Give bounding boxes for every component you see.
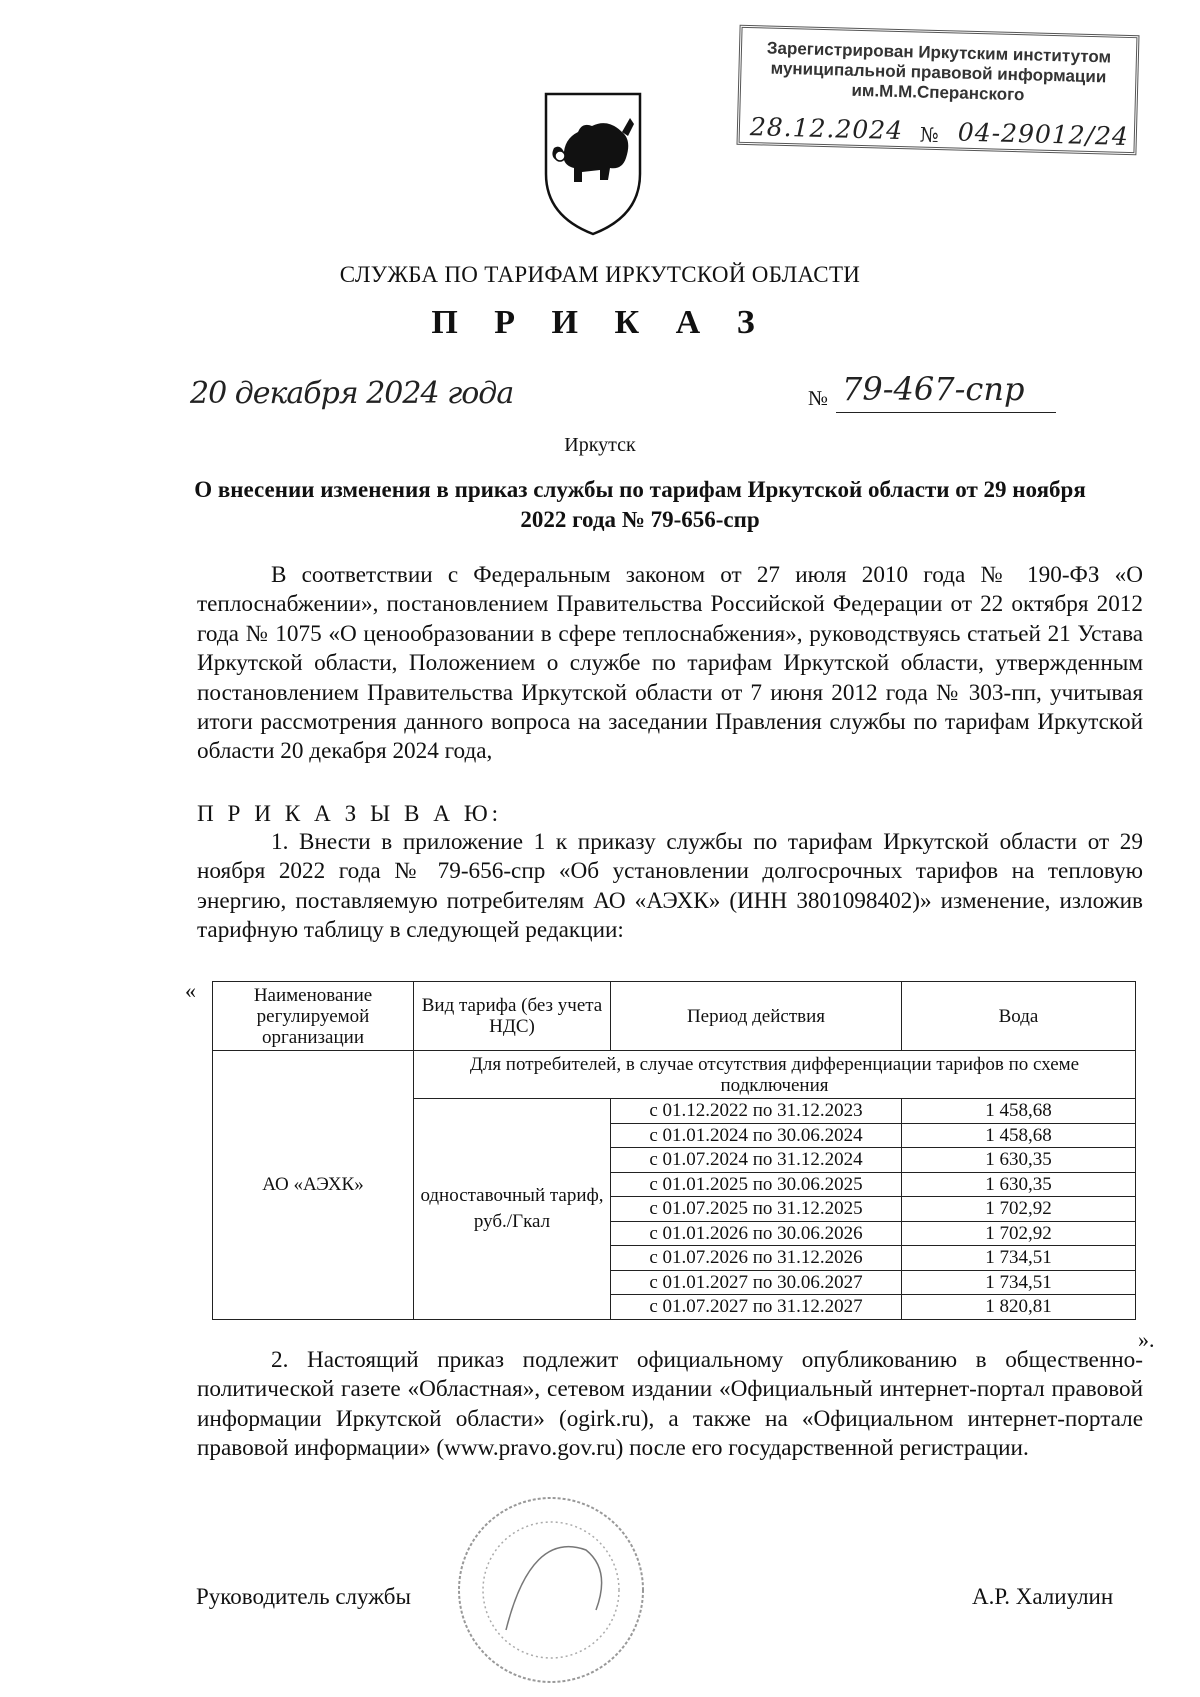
- signature-title: Руководитель службы: [196, 1584, 411, 1609]
- stamp-number-label: №: [919, 122, 941, 148]
- stamp-number: 04-29012/24: [957, 117, 1130, 152]
- value-cell: 1 820,81: [902, 1295, 1136, 1320]
- value-cell: 1 458,68: [902, 1099, 1136, 1124]
- document-title: О внесении изменения в приказ службы по тарифам Иркутской области от 29 ноября 2022 года № 79-656-спр: [194, 477, 1086, 532]
- official-seal: [436, 1490, 666, 1690]
- period-cell: с 01.07.2024 по 31.12.2024: [611, 1148, 902, 1173]
- preamble-paragraph: В соответствии с Федеральным законом от 27 июля 2010 года № 190-ФЗ «О теплоснабжении», постановлением Правительства Российской Федерации от 22 октября 2012 года № 1075 «О ценообразовании в сфере теплоснабжения», руководствуясь статьей 21 Устава Иркутской области, Положением о службе по тарифам Иркутской области, утвержденным постановлением Правительства Иркутской области от 7 июня 2012 года № 303-пп, учитывая итоги рассмотрения данного вопроса на заседании Правления службы по тарифам Иркутской области 20 декабря 2024 года,: [197, 562, 1143, 765]
- tariff-name-cell: одноставочный тариф, руб./Гкал: [414, 1099, 611, 1320]
- stamp-line-3: им.М.М.Сперанского: [851, 80, 1025, 105]
- item-2-paragraph: 2. Настоящий приказ подлежит официальному опубликованию в общественно-политической газете «Областная», сетевом издании «Официальный интернет-портал правовой информации Иркутской области» (ogirk.ru), а также на «Официальном интернет-портале правовой информации» (www.pravo.gov.ru) после его государственной регистрации.: [197, 1347, 1143, 1462]
- value-cell: 1 702,92: [902, 1197, 1136, 1222]
- value-cell: 1 630,35: [902, 1172, 1136, 1197]
- agency-name: СЛУЖБА ПО ТАРИФАМ ИРКУТСКОЙ ОБЛАСТИ: [339, 262, 861, 287]
- period-cell: с 01.01.2026 по 30.06.2026: [611, 1221, 902, 1246]
- header-tariff-type: Вид тарифа (без учета НДС): [414, 982, 611, 1051]
- period-cell: с 01.01.2025 по 30.06.2025: [611, 1172, 902, 1197]
- value-cell: 1 702,92: [902, 1221, 1136, 1246]
- period-cell: с 01.07.2026 по 31.12.2026: [611, 1246, 902, 1271]
- coat-of-arms-emblem: [538, 88, 648, 238]
- org-name-cell: АО «АЭХК»: [213, 1051, 414, 1320]
- quote-close: ».: [1138, 1327, 1155, 1352]
- stamp-line-2: муниципальной правовой информации: [770, 58, 1107, 87]
- registration-stamp: [736, 25, 1139, 155]
- header-period: Период действия: [611, 982, 902, 1051]
- order-word: П Р И К А З Ы В А Ю:: [197, 801, 503, 827]
- order-number-underline: [836, 412, 1056, 413]
- value-cell: 1 458,68: [902, 1123, 1136, 1148]
- order-number-label: №: [808, 386, 829, 410]
- value-cell: 1 630,35: [902, 1148, 1136, 1173]
- document-type-heading: П Р И К А З: [431, 304, 769, 341]
- header-org: Наименование регулируемой организации: [213, 982, 414, 1051]
- period-cell: с 01.07.2025 по 31.12.2025: [611, 1197, 902, 1222]
- value-cell: 1 734,51: [902, 1270, 1136, 1295]
- quote-open: «: [185, 978, 196, 1003]
- period-cell: с 01.01.2024 по 30.06.2024: [611, 1123, 902, 1148]
- order-date-handwritten: 20 декабря 2024 года: [190, 376, 514, 411]
- item-1-paragraph: 1. Внести в приложение 1 к приказу службы по тарифам Иркутской области от 29 ноября 2022 года № 79-656-спр «Об установлении долгосрочных тарифов на тепловую энергию, поставляемую потребителям АО «АЭХК» (ИНН 3801098402)» изменение, изложив тарифную таблицу в следующей редакции:: [197, 829, 1143, 944]
- header-water: Вода: [902, 982, 1136, 1051]
- period-cell: с 01.12.2022 по 31.12.2023: [611, 1099, 902, 1124]
- table-header-row: [213, 982, 1136, 1051]
- value-cell: 1 734,51: [902, 1246, 1136, 1271]
- stamp-date: 28.12.2024: [749, 112, 904, 146]
- tariff-table: [212, 981, 1136, 1320]
- signature-name: А.Р. Халиулин: [972, 1584, 1114, 1609]
- stamp-line-1: Зарегистрирован Иркутским институтом: [766, 38, 1112, 67]
- order-number-handwritten: 79-467-спр: [842, 370, 1025, 408]
- period-cell: с 01.01.2027 по 30.06.2027: [611, 1270, 902, 1295]
- period-cell: с 01.07.2027 по 31.12.2027: [611, 1295, 902, 1320]
- city: Иркутск: [564, 434, 636, 456]
- group-label-cell: Для потребителей, в случае отсутствия дифференциации тарифов по схеме подключения: [414, 1051, 1136, 1099]
